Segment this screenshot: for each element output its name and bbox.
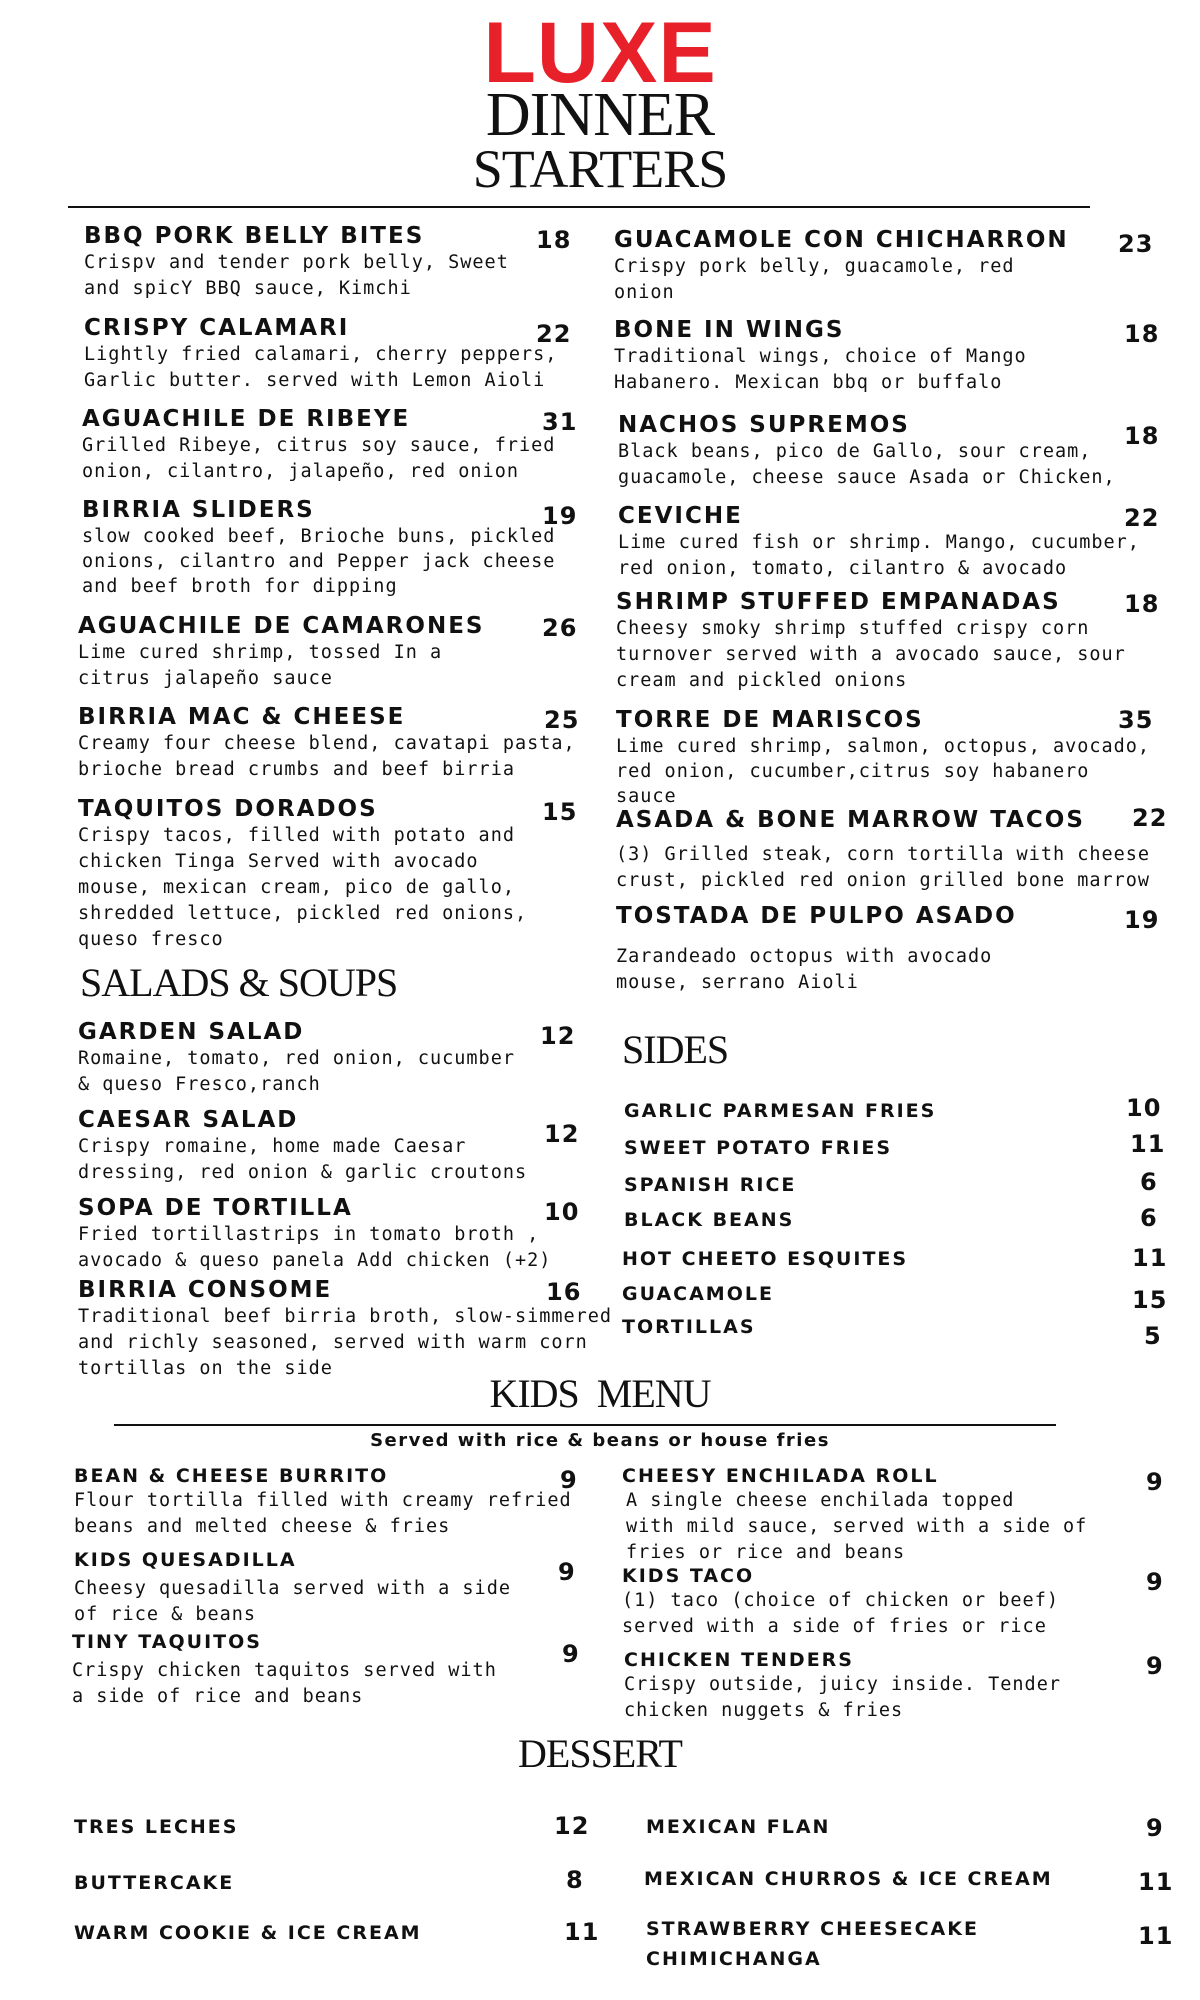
menu-item xyxy=(624,1648,1144,1724)
item-description: Traditional wings, choice of Mango Habanero. Mexican bbq or buffalo xyxy=(614,346,1027,393)
menu-item xyxy=(72,1630,592,1710)
item-price: 10 xyxy=(544,1198,580,1226)
side-item-price: 6 xyxy=(1140,1168,1158,1196)
item-price: 16 xyxy=(546,1278,582,1306)
item-description: Traditional beef birria broth, slow-simmered and richly seasoned, served with warm corn tortillas on the side xyxy=(78,1306,613,1379)
menu-item xyxy=(82,496,572,599)
item-description: Zarandeado octopus with avocado mouse, serrano Aioli xyxy=(616,946,993,993)
menu-item xyxy=(78,1106,578,1186)
item-price: 9 xyxy=(1146,1568,1164,1596)
item-name: SHRIMP STUFFED EMPANADAS xyxy=(616,589,1061,615)
item-price: 9 xyxy=(1146,1652,1164,1680)
menu-item xyxy=(78,1018,578,1098)
item-price: 31 xyxy=(542,408,578,436)
dessert-item-name: STRAWBERRY CHEESECAKE CHIMICHANGA xyxy=(646,1918,979,1970)
item-name: TORRE DE MARISCOS xyxy=(616,707,924,733)
side-item-name: SWEET POTATO FRIES xyxy=(624,1137,893,1159)
item-price: 23 xyxy=(1118,230,1154,258)
item-price: 19 xyxy=(542,502,578,530)
menu-item xyxy=(616,588,1136,694)
section-title-kids: KIDS MENU xyxy=(489,1371,711,1416)
menu-item xyxy=(84,314,574,394)
menu-item xyxy=(78,1276,613,1382)
item-price: 18 xyxy=(1124,590,1160,618)
kids-subtitle: Served with rice & beans or house fries xyxy=(370,1430,830,1451)
item-name: CHEESY ENCHILADA ROLL xyxy=(622,1465,939,1487)
item-name: CRISPY CALAMARI xyxy=(84,315,350,341)
menu-item xyxy=(616,902,1136,996)
item-description: Lime cured shrimp, tossed In a citrus jalapeño sauce xyxy=(78,642,443,689)
item-name: BIRRIA SLIDERS xyxy=(82,497,315,523)
item-price: 22 xyxy=(536,320,572,348)
item-name: BONE IN WINGS xyxy=(614,317,845,343)
menu-title: DINNER xyxy=(485,81,715,149)
menu-item xyxy=(614,316,1134,396)
item-price: 12 xyxy=(544,1120,580,1148)
item-price: 18 xyxy=(1124,320,1160,348)
item-price: 15 xyxy=(542,798,578,826)
item-name: ASADA & BONE MARROW TACOS xyxy=(616,807,1085,833)
brand-logo: LUXE xyxy=(483,5,717,101)
side-item-price: 11 xyxy=(1130,1130,1166,1158)
section-title-sides: SIDES xyxy=(622,1027,729,1072)
item-name: KIDS TACO xyxy=(622,1565,755,1587)
menu-item xyxy=(616,806,1156,894)
item-description: Crispy romaine, home made Caesar dressing, red onion & garlic croutons xyxy=(78,1136,528,1183)
divider xyxy=(114,1424,1056,1426)
item-price: 18 xyxy=(536,226,572,254)
menu-item xyxy=(78,612,578,692)
item-name: CEVICHE xyxy=(618,503,743,529)
item-name: TINY TAQUITOS xyxy=(72,1631,262,1653)
dessert-item-price: 11 xyxy=(1138,1922,1174,1950)
side-item-name: HOT CHEETO ESQUITES xyxy=(622,1248,909,1270)
dessert-item-price: 11 xyxy=(564,1918,600,1946)
item-name: AGUACHILE DE RIBEYE xyxy=(82,406,411,432)
menu-item xyxy=(78,795,578,953)
menu-item xyxy=(618,502,1138,582)
side-item-name: GARLIC PARMESAN FRIES xyxy=(624,1100,937,1122)
item-price: 22 xyxy=(1124,504,1160,532)
menu-item xyxy=(74,1464,594,1540)
menu-item xyxy=(74,1548,594,1628)
side-item-price: 10 xyxy=(1126,1094,1162,1122)
item-price: 9 xyxy=(558,1558,576,1586)
item-name: AGUACHILE DE CAMARONES xyxy=(78,613,485,639)
item-name: CHICKEN TENDERS xyxy=(624,1649,854,1671)
item-price: 9 xyxy=(562,1640,580,1668)
item-description: Cheesy quesadilla served with a side of rice & beans xyxy=(74,1578,511,1625)
item-price: 9 xyxy=(560,1466,578,1494)
menu-item xyxy=(82,405,572,485)
item-name: BEAN & CHEESE BURRITO xyxy=(74,1465,389,1487)
section-title-salads: SALADS & SOUPS xyxy=(80,960,398,1005)
item-name: CAESAR SALAD xyxy=(78,1107,299,1133)
item-description: Crispy pork belly, guacamole, red onion xyxy=(614,256,1015,303)
item-description: (1) taco (choice of chicken or beef) served with a side of fries or rice xyxy=(622,1590,1059,1637)
item-description: A single cheese enchilada topped with mild sauce, served with a side of fries or rice and beans xyxy=(626,1490,1088,1563)
item-price: 22 xyxy=(1132,804,1168,832)
item-name: NACHOS SUPREMOS xyxy=(618,412,910,438)
side-item-price: 5 xyxy=(1144,1322,1162,1350)
side-item-price: 11 xyxy=(1132,1244,1168,1272)
item-description: Lime cured fish or shrimp. Mango, cucumber, red onion, tomato, cilantro & avocado xyxy=(618,532,1140,579)
item-price: 19 xyxy=(1124,906,1160,934)
item-description: Crispy chicken taquitos served with a side of rice and beans xyxy=(72,1660,497,1707)
dessert-item-name: TRES LECHES xyxy=(74,1816,239,1838)
item-name: SOPA DE TORTILLA xyxy=(78,1195,353,1221)
dessert-item-name: WARM COOKIE & ICE CREAM xyxy=(74,1922,422,1944)
section-title-starters: STARTERS xyxy=(472,139,728,199)
item-price: 26 xyxy=(542,614,578,642)
item-description: slow cooked beef, Brioche buns, pickled onions, cilantro and Pepper jack cheese and beef broth for dipping xyxy=(82,526,556,597)
menu-item xyxy=(618,411,1138,491)
item-name: TAQUITOS DORADOS xyxy=(78,796,378,822)
item-name: TOSTADA DE PULPO ASADO xyxy=(616,903,1017,929)
side-item-price: 15 xyxy=(1132,1286,1168,1314)
side-item-name: SPANISH RICE xyxy=(624,1174,797,1196)
dessert-item-name: BUTTERCAKE xyxy=(74,1872,235,1894)
item-name: GUACAMOLE CON CHICHARRON xyxy=(614,227,1069,253)
item-description: Crispy tacos, filled with potato and chicken Tinga Served with avocado mouse, mexican cream, pico de gallo, shredded lettuce, pickled red onions, queso fresco xyxy=(78,825,528,950)
item-description: (3) Grilled steak, corn tortilla with cheese crust, pickled red onion grilled bone marrow xyxy=(616,844,1151,891)
item-description: Lime cured shrimp, salmon, octopus, avocado, red onion, cucumber,citrus soy habanero sauce xyxy=(616,736,1151,807)
section-title-dessert: DESSERT xyxy=(518,1731,682,1776)
menu-item xyxy=(622,1464,1142,1566)
dessert-item-price: 12 xyxy=(554,1812,590,1840)
dessert-item-price: 11 xyxy=(1138,1868,1174,1896)
item-name: BBQ PORK BELLY BITES xyxy=(84,223,425,249)
side-item-name: GUACAMOLE xyxy=(622,1283,774,1305)
item-description: Black beans, pico de Gallo, sour cream, guacamole, cheese sauce Asada or Chicken, xyxy=(618,441,1116,488)
item-description: Lightly fried calamari, cherry peppers, Garlic butter. served with Lemon Aioli xyxy=(84,344,558,391)
item-price: 18 xyxy=(1124,422,1160,450)
item-name: BIRRIA CONSOME xyxy=(78,1277,333,1303)
dessert-item-name: MEXICAN CHURROS & ICE CREAM xyxy=(644,1868,1053,1890)
item-description: Cheesy smoky shrimp stuffed crispy corn turnover served with a avocado sauce, sour cream and pickled onions xyxy=(616,618,1126,691)
item-name: BIRRIA MAC & CHEESE xyxy=(78,704,406,730)
item-description: Crispy outside, juicy inside. Tender chicken nuggets & fries xyxy=(624,1674,1061,1721)
side-item-name: BLACK BEANS xyxy=(624,1209,795,1231)
item-price: 35 xyxy=(1118,706,1154,734)
dessert-item-price: 9 xyxy=(1146,1814,1164,1842)
item-description: Creamy four cheese blend, cavatapi pasta, brioche bread crumbs and beef birria xyxy=(78,733,576,780)
item-description: Crispv and tender pork belly, Sweet and spicY BBQ sauce, Kimchi xyxy=(84,252,509,299)
menu-item xyxy=(78,1194,598,1274)
dessert-item-price: 8 xyxy=(566,1866,584,1894)
item-price: 12 xyxy=(540,1022,576,1050)
menu-item xyxy=(622,1564,1142,1640)
item-price: 9 xyxy=(1146,1468,1164,1496)
menu-item xyxy=(78,703,578,783)
menu-item xyxy=(616,706,1151,809)
side-item-name: TORTILLAS xyxy=(622,1316,756,1338)
side-item-price: 6 xyxy=(1140,1204,1158,1232)
menu-item xyxy=(84,222,574,302)
item-name: KIDS QUESADILLA xyxy=(74,1549,297,1571)
item-description: Fried tortillastrips in tomato broth , avocado & queso panela Add chicken (+2) xyxy=(78,1224,552,1271)
item-price: 25 xyxy=(544,706,580,734)
item-description: Flour tortilla filled with creamy refried beans and melted cheese & fries xyxy=(74,1490,572,1537)
item-name: GARDEN SALAD xyxy=(78,1019,305,1045)
item-description: Romaine, tomato, red onion, cucumber & queso Fresco,ranch xyxy=(78,1048,515,1095)
dessert-item-name: MEXICAN FLAN xyxy=(646,1816,831,1838)
menu-item xyxy=(614,226,1134,306)
item-description: Grilled Ribeye, citrus soy sauce, fried onion, cilantro, jalapeño, red onion xyxy=(82,435,556,482)
divider xyxy=(68,206,1090,208)
